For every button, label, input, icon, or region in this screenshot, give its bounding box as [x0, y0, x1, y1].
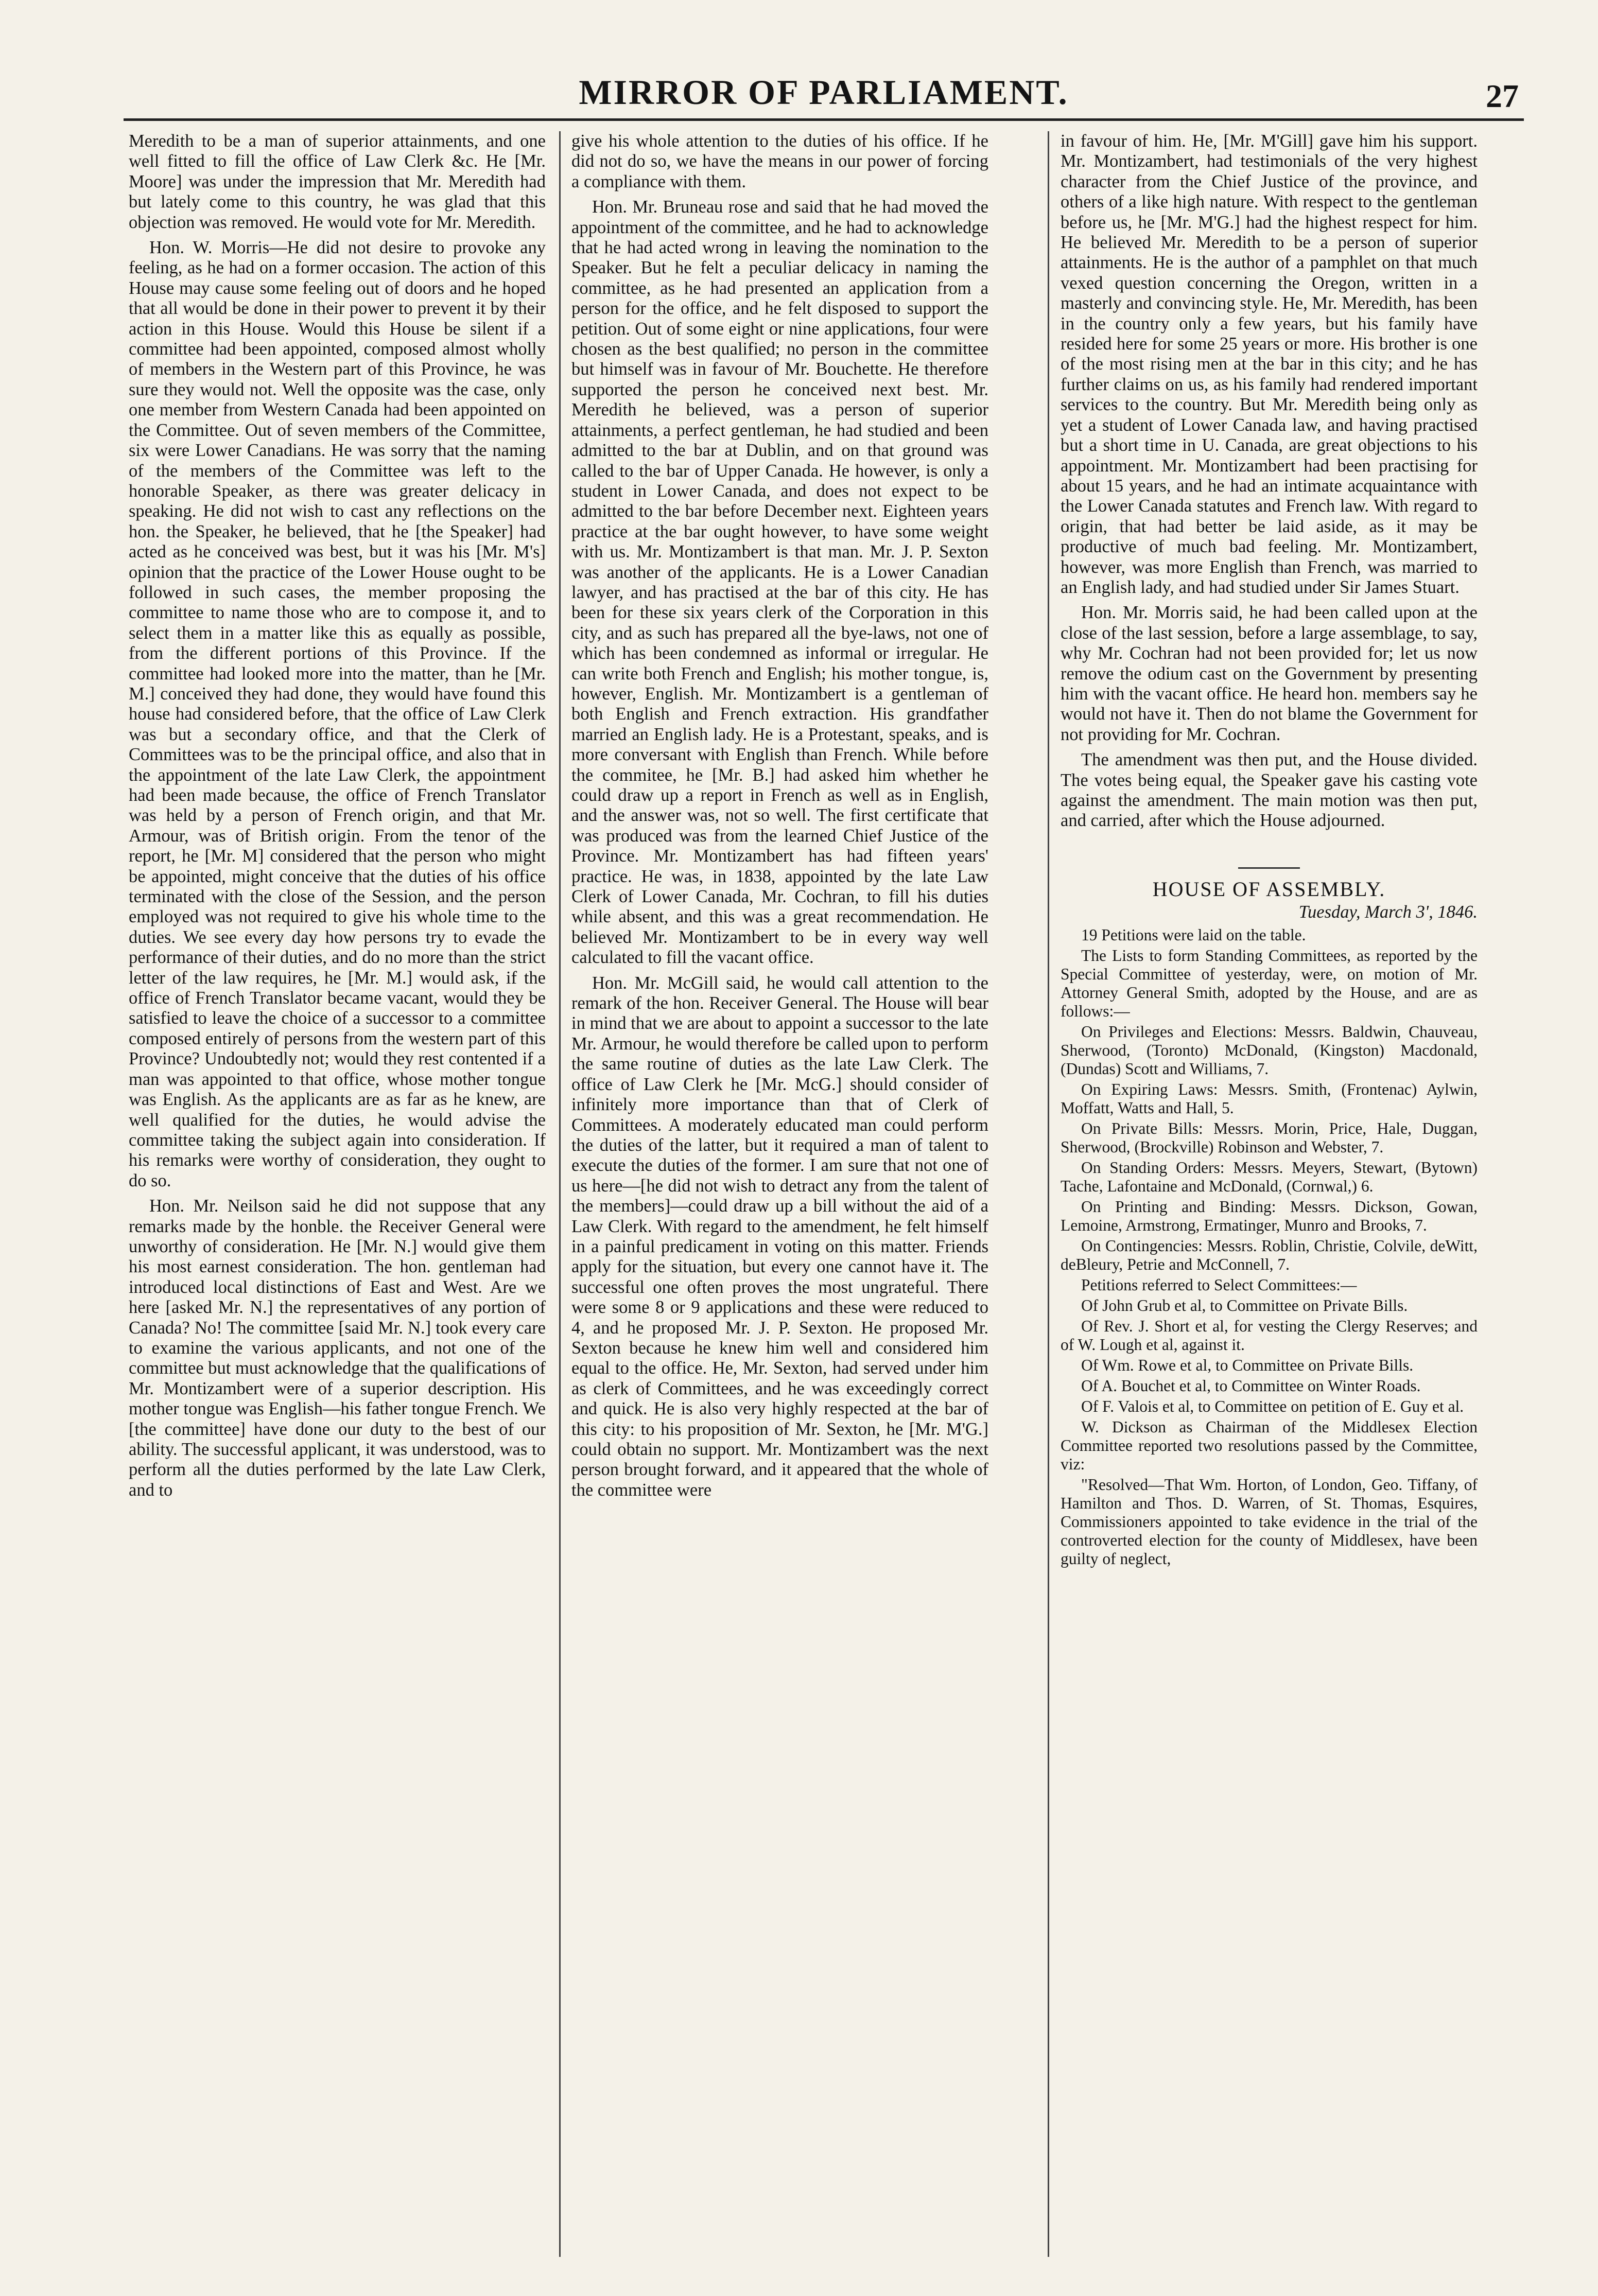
paragraph: Hon. Mr. Bruneau rose and said that he had moved the appointment of the committee, and he had to acknowledge that he had acted wrong in leaving the nomination to the Speaker. But he felt a peculiar delicacy in naming the committee, as he had presented an application from a person for the office, and he felt disposed to support the petition. Out of some eight or nine applications, four were chosen as the best qualified; no person in the committee but himself was in favour of Mr. Bouchette. He therefore supported the person he conceived next best. Mr. Meredith he believed, was a person of superior attainments, a perfect gentleman, he had studied and been admitted to the bar at Dublin, and on that ground was called to the bar of Upper Canada. He however, is only a student in Lower Canada, and does not expect to be admitted to the bar before December next. Eighteen years practice at the bar ought however, to have some weight with us. Mr. Montizambert is that man. Mr. J. P. Sexton was another of the applicants. He is a Lower Canadian lawyer, and has practised at the bar of this city. He has been for these six years clerk of the Corporation in this city, and as such has prepared all the bye-laws, not one of which has been condemned as informal or irregular. He can write both French and English; his mother tongue, is, however, English. Mr. Montizambert is a gentleman of both English and French extraction. His grandfather married an English lady. He is a Protestant, speaks, and is more conversant with English than French. While before the commitee, he [Mr. B.] had asked him whether he could draw up a report in French as well as in English, and the answer was, not so well. The first certificate that was produced was from the learned Chief Justice of the Province. Mr. Montizambert has had fifteen years' practice. He was, in 1838, appointed by the late Law Clerk of Lower Canada, Mr. Cochran, to fill his duties while absent, and this was a great recommendation. He believed Mr. Montizambert to be in every way well calculated to fill the vacant office. — [571, 197, 988, 968]
proceeding-item: "Resolved—That Wm. Horton, of London, Geo. Tiffany, of Hamilton and Thos. D. Warren, of St. Thomas, Esquires, Commissioners appointed to take evidence in the trial of the controverted election for the county of Middlesex, have been guilty of neglect, — [1061, 1475, 1478, 1568]
paragraph: Hon. W. Morris—He did not desire to provoke any feeling, as he had on a former occasion. The action of this House may cause some feeling out of doors and he hoped that all would be done in their power to prevent it by their action in this House. Would this House be silent if a committee had been appointed, composed almost wholly of members in the Western part of this Province, he was sure they would not. Well the opposite was the case, only one member from Western Canada had been appointed on the Committee. Out of seven members of the Committee, six were Lower Canadians. He was sorry that the naming of the members of the Committee was left to the honorable Speaker, as there was greater delicacy in speaking. He did not wish to cast any reflections on the hon. the Speaker, he believed, that he [the Speaker] had acted as he conceived was best, but it was his [Mr. M's] opinion that the practice of the Lower House ought to be followed in such cases, the member proposing the committee to name those who are to compose it, and to select them in a matter like this as equally as possible, from the different portions of this Province. If the committee had looked more into the matter, than he [Mr. M.] conceived they had done, they would have found this house had considered before, that the office of Law Clerk was but a secondary office, and that the Clerk of Committees was to be the principal office, and also that in the appointment of the late Law Clerk, the appointment had been made because, the office of French Translator was held by a person of French origin, and that Mr. Armour, was of British origin. From the tenor of the report, he [Mr. M] considered that the person who might be appointed, might conceive that the duties of his office terminated with the close of the Session, and the person employed was not required to give his whole time to the duties. We see every day how persons try to evade the performance of their duties, and do no more than the strict letter of the law requires, he [Mr. M.] would ask, if the office of French Translator became vacant, would they be satisfied to leave the choice of a successor to a committee composed entirely of persons from the western part of this Province? Undoubtedly not; would they rest contented if a man was appointed to that office, whose mother tongue was English. As the applicants are as far as he knew, are well qualified for the duties, he would advise the committee taking the subject again into consideration. If his remarks were worthy of consideration, they ought to do so. — [129, 238, 546, 1190]
proceeding-item: On Standing Orders: Messrs. Meyers, Stewart, (Bytown) Tache, Lafontaine and McDonald, (Cornwal,) 6. — [1061, 1158, 1478, 1195]
proceeding-item: W. Dickson as Chairman of the Middlesex Election Committee reported two resolutions passed by the Committee, viz: — [1061, 1417, 1478, 1473]
masthead — [124, 62, 1524, 121]
column-divider — [559, 131, 561, 2257]
paragraph: Hon. Mr. McGill said, he would call attention to the remark of the hon. Receiver General. The House will bear in mind that we are about to appoint a successor to the late Mr. Armour, he would therefore be called upon to perform the same routine of duties as the late Law Clerk. The office of Law Clerk he [Mr. McG.] should consider of infinitely more importance than that of Clerk of Committees. A moderately educated man could perform the duties of the latter, but it required a man of talent to execute the duties of the former. I am sure that not one of us here—[he did not wish to detract any from the talent of the members]—could draw up a bill without the aid of a Law Clerk. With regard to the amendment, he felt himself in a painful predicament in voting on this matter. Friends apply for the situation, but every one cannot have it. The successful one often proves the most ungrateful. There were some 8 or 9 applications and these were reduced to 4, and he proposed Mr. J. P. Sexton. He proposed Mr. Sexton because he knew him well and considered him equal to the office. He, Mr. Sexton, had served under him as clerk of Committees, and he was exceedingly correct and quick. He is also very highly respected at the bar of this city: to his proposition of Mr. Sexton, he [Mr. M'G.] could obtain no support. Mr. Montizambert was the next person brought forward, and it appeared that the whole of the committee were — [571, 973, 988, 1500]
proceeding-item: Of Wm. Rowe et al, to Committee on Private Bills. — [1081, 1356, 1414, 1374]
paragraph: The amendment was then put, and the House divided. The votes being equal, the Speaker gave his casting vote against the amendment. The main motion was then put, and carried, after which the House adjourned. — [1061, 750, 1478, 831]
column-1 — [129, 131, 546, 2257]
page-number: 27 — [1486, 78, 1519, 114]
paragraph: Hon. Mr. Morris said, he had been called upon at the close of the last session, before a large assemblage, to say, why Mr. Cochran had not been provided for; let us now remove the odium cast on the Government by presenting him with the vacant office. He heard hon. members say he would not have it. Then do not blame the Government for not providing for Mr. Cochran. — [1061, 603, 1478, 744]
paragraph: give his whole attention to the duties of his office. If he did not do so, we have the means in our power of forcing a compliance with them. — [571, 131, 988, 191]
dateline: Tuesday, March 3', 1846. — [1298, 902, 1478, 922]
proceeding-item: 19 Petitions were laid on the table. — [1081, 925, 1306, 944]
column-3 — [1061, 131, 1478, 2257]
proceeding-item: Petitions referred to Select Committees:— — [1081, 1275, 1357, 1294]
column-2 — [571, 131, 988, 2257]
proceeding-item: On Contingencies: Messrs. Roblin, Christie, Colvile, deWitt, deBleury, Petrie and McConnell, 7. — [1061, 1236, 1478, 1273]
proceeding-item: On Private Bills: Messrs. Morin, Price, Hale, Duggan, Sherwood, (Brockville) Robinson and Webster, 7. — [1061, 1119, 1478, 1156]
paragraph: Meredith to be a man of superior attainments, and one well fitted to fill the office of Law Clerk &c. He [Mr. Moore] was under the impression that Mr. Meredith had but lately come to this country, he was glad that this objection was removed. He would vote for Mr. Meredith. — [129, 131, 546, 232]
proceeding-item: The Lists to form Standing Committees, as reported by the Special Committee of yesterday, were, on motion of Mr. Attorney General Smith, adopted by the House, and are as follows:— — [1061, 946, 1478, 1020]
paragraph: Hon. Mr. Neilson said he did not suppose that any remarks made by the honble. the Receiver General were unworthy of consideration. He [Mr. N.] would give them his most earnest consideration. The hon. gentleman had introduced local distinctions of East and West. Are we here [asked Mr. N.] the representatives of any portion of Canada? No! The committee [said Mr. N.] took every care to examine the various applicants, and not one of the committee but must acknowledge that the qualifications of Mr. Montizambert were of a superior description. His mother tongue was English—his father tongue French. We [the committee] have done our duty to the best of our ability. The successful applicant, it was understood, was to perform all the duties performed by the late Law Clerk, and to — [129, 1196, 546, 1500]
page-title: MIRROR OF PARLIAMENT. — [579, 73, 1069, 112]
proceeding-item: Of Rev. J. Short et al, for vesting the Clergy Reserves; and of W. Lough et al, against it. — [1061, 1317, 1478, 1354]
proceeding-item: Of F. Valois et al, to Committee on petition of E. Guy et al. — [1081, 1397, 1464, 1415]
column-divider — [1048, 131, 1049, 2257]
proceeding-item: Of A. Bouchet et al, to Committee on Winter Roads. — [1081, 1376, 1421, 1395]
paragraph: in favour of him. He, [Mr. M'Gill] gave him his support. Mr. Montizambert, had testimonials of the very highest character from the Chief Justice of the province, and others of a like high nature. With respect to the gentleman before us, he [Mr. M'G.] had the highest respect for him. He believed Mr. Meredith to be a person of superior attainments. He is the author of a pamphlet on that much vexed question concerning the Oregon, written in a masterly and convincing style. He, Mr. Meredith, has been in the country only a few years, but his family have resided here for some 25 years or more. His brother is one of the most rising men at the bar in this city; and he has further claims on us, as his family had rendered important services to the country. But Mr. Meredith being only as yet a student of Lower Canada law, and having practised but a short time in U. Canada, are great objections to his appointment. Mr. Montizambert had been practising for about 15 years, and he had an intimate acquaintance with the Lower Canada statutes and French law. With regard to origin, that had better be laid aside, as it may be productive of much bad feeling. Mr. Montizambert, however, was more English than French, was married to an English lady, and had studied under Sir James Stuart. — [1061, 131, 1478, 597]
proceeding-item: On Expiring Laws: Messrs. Smith, (Frontenac) Aylwin, Moffatt, Watts and Hall, 5. — [1061, 1080, 1478, 1117]
section-heading: HOUSE OF ASSEMBLY. — [1061, 867, 1478, 899]
proceeding-item: On Privileges and Elections: Messrs. Baldwin, Chauveau, Sherwood, (Toronto) McDonald, (Kingston) Macdonald, (Dundas) Scott and Williams, 7. — [1061, 1022, 1478, 1078]
proceeding-item: On Printing and Binding: Messrs. Dickson, Gowan, Lemoine, Armstrong, Ermatinger, Munro and Brooks, 7. — [1061, 1197, 1478, 1234]
proceeding-item: Of John Grub et al, to Committee on Private Bills. — [1081, 1296, 1408, 1314]
assembly-proceedings — [1061, 926, 1478, 1568]
